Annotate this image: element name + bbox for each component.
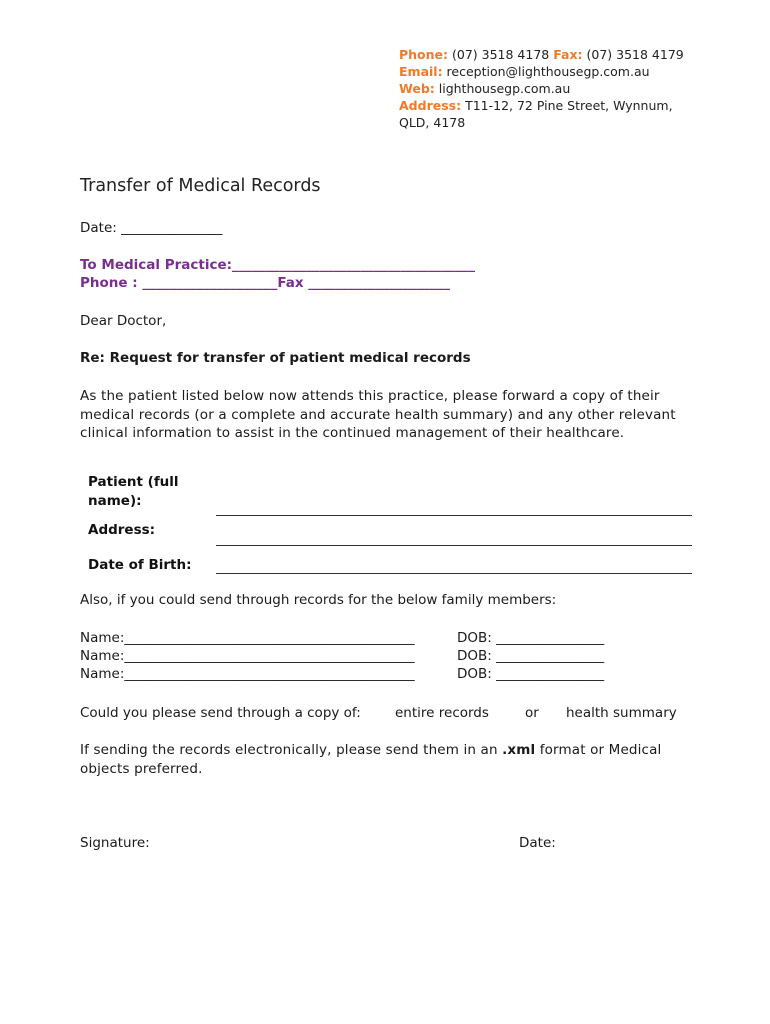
family-dob-field: DOB: ________________ xyxy=(457,666,605,682)
copy-of-prompt: Could you please send through a copy of: xyxy=(80,705,361,721)
patient-name-rule xyxy=(216,515,692,516)
contact-block xyxy=(399,46,699,131)
patient-name-label: Patient (full name): xyxy=(88,474,179,509)
greeting: Dear Doctor, xyxy=(80,313,167,329)
signature-label: Signature: xyxy=(80,835,150,851)
email-label: Email: xyxy=(399,64,443,79)
signature-date-label: Date: xyxy=(519,835,556,851)
family-name-field: Name:___________________________________________ xyxy=(80,630,415,646)
fax-value: (07) 3518 4179 xyxy=(582,47,684,62)
body-paragraph: As the patient listed below now attends this practice, please forward a copy of their medical records (or a complete and accurate health summary) and any other relevant clinical information to assist in the continued management of their healthcare. xyxy=(80,388,676,442)
patient-dob-rule xyxy=(216,573,692,574)
to-practice-line: To Medical Practice:____________________________________ xyxy=(80,257,476,273)
family-name-field: Name:___________________________________________ xyxy=(80,648,415,664)
address-label: Address: xyxy=(399,98,462,113)
option-health-summary: health summary xyxy=(566,705,677,721)
electronic-note-after: format or Medical objects preferred. xyxy=(80,742,662,777)
page-title: Transfer of Medical Records xyxy=(80,176,321,196)
email-value: reception@lighthousegp.com.au xyxy=(442,64,650,79)
web-label: Web: xyxy=(399,81,435,96)
option-entire-records: entire records xyxy=(395,705,489,721)
electronic-note-before: If sending the records electronically, please send them in an xyxy=(80,742,503,758)
patient-dob-label: Date of Birth: xyxy=(88,557,192,573)
phone-fax-line: Phone : ____________________Fax _____________________ xyxy=(80,275,451,291)
web-value: lighthousegp.com.au xyxy=(434,81,571,96)
patient-address-label: Address: xyxy=(88,522,156,538)
family-dob-field: DOB: ________________ xyxy=(457,648,605,664)
phone-label: Phone: xyxy=(399,47,449,62)
address-value: T11-12, 72 Pine Street, Wynnum, QLD, 4178 xyxy=(399,98,673,130)
family-intro: Also, if you could send through records for the below family members: xyxy=(80,592,557,608)
subject-line: Re: Request for transfer of patient medical records xyxy=(80,350,471,366)
family-dob-field: DOB: ________________ xyxy=(457,630,605,646)
phone-value: (07) 3518 4178 xyxy=(448,47,554,62)
electronic-note xyxy=(80,741,700,778)
date-line: Date: _______________ xyxy=(80,220,223,236)
patient-address-rule xyxy=(216,545,692,546)
family-name-field: Name:___________________________________________ xyxy=(80,666,415,682)
fax-label: Fax: xyxy=(553,47,583,62)
option-or: or xyxy=(525,705,539,721)
xml-format: .xml xyxy=(502,742,536,758)
